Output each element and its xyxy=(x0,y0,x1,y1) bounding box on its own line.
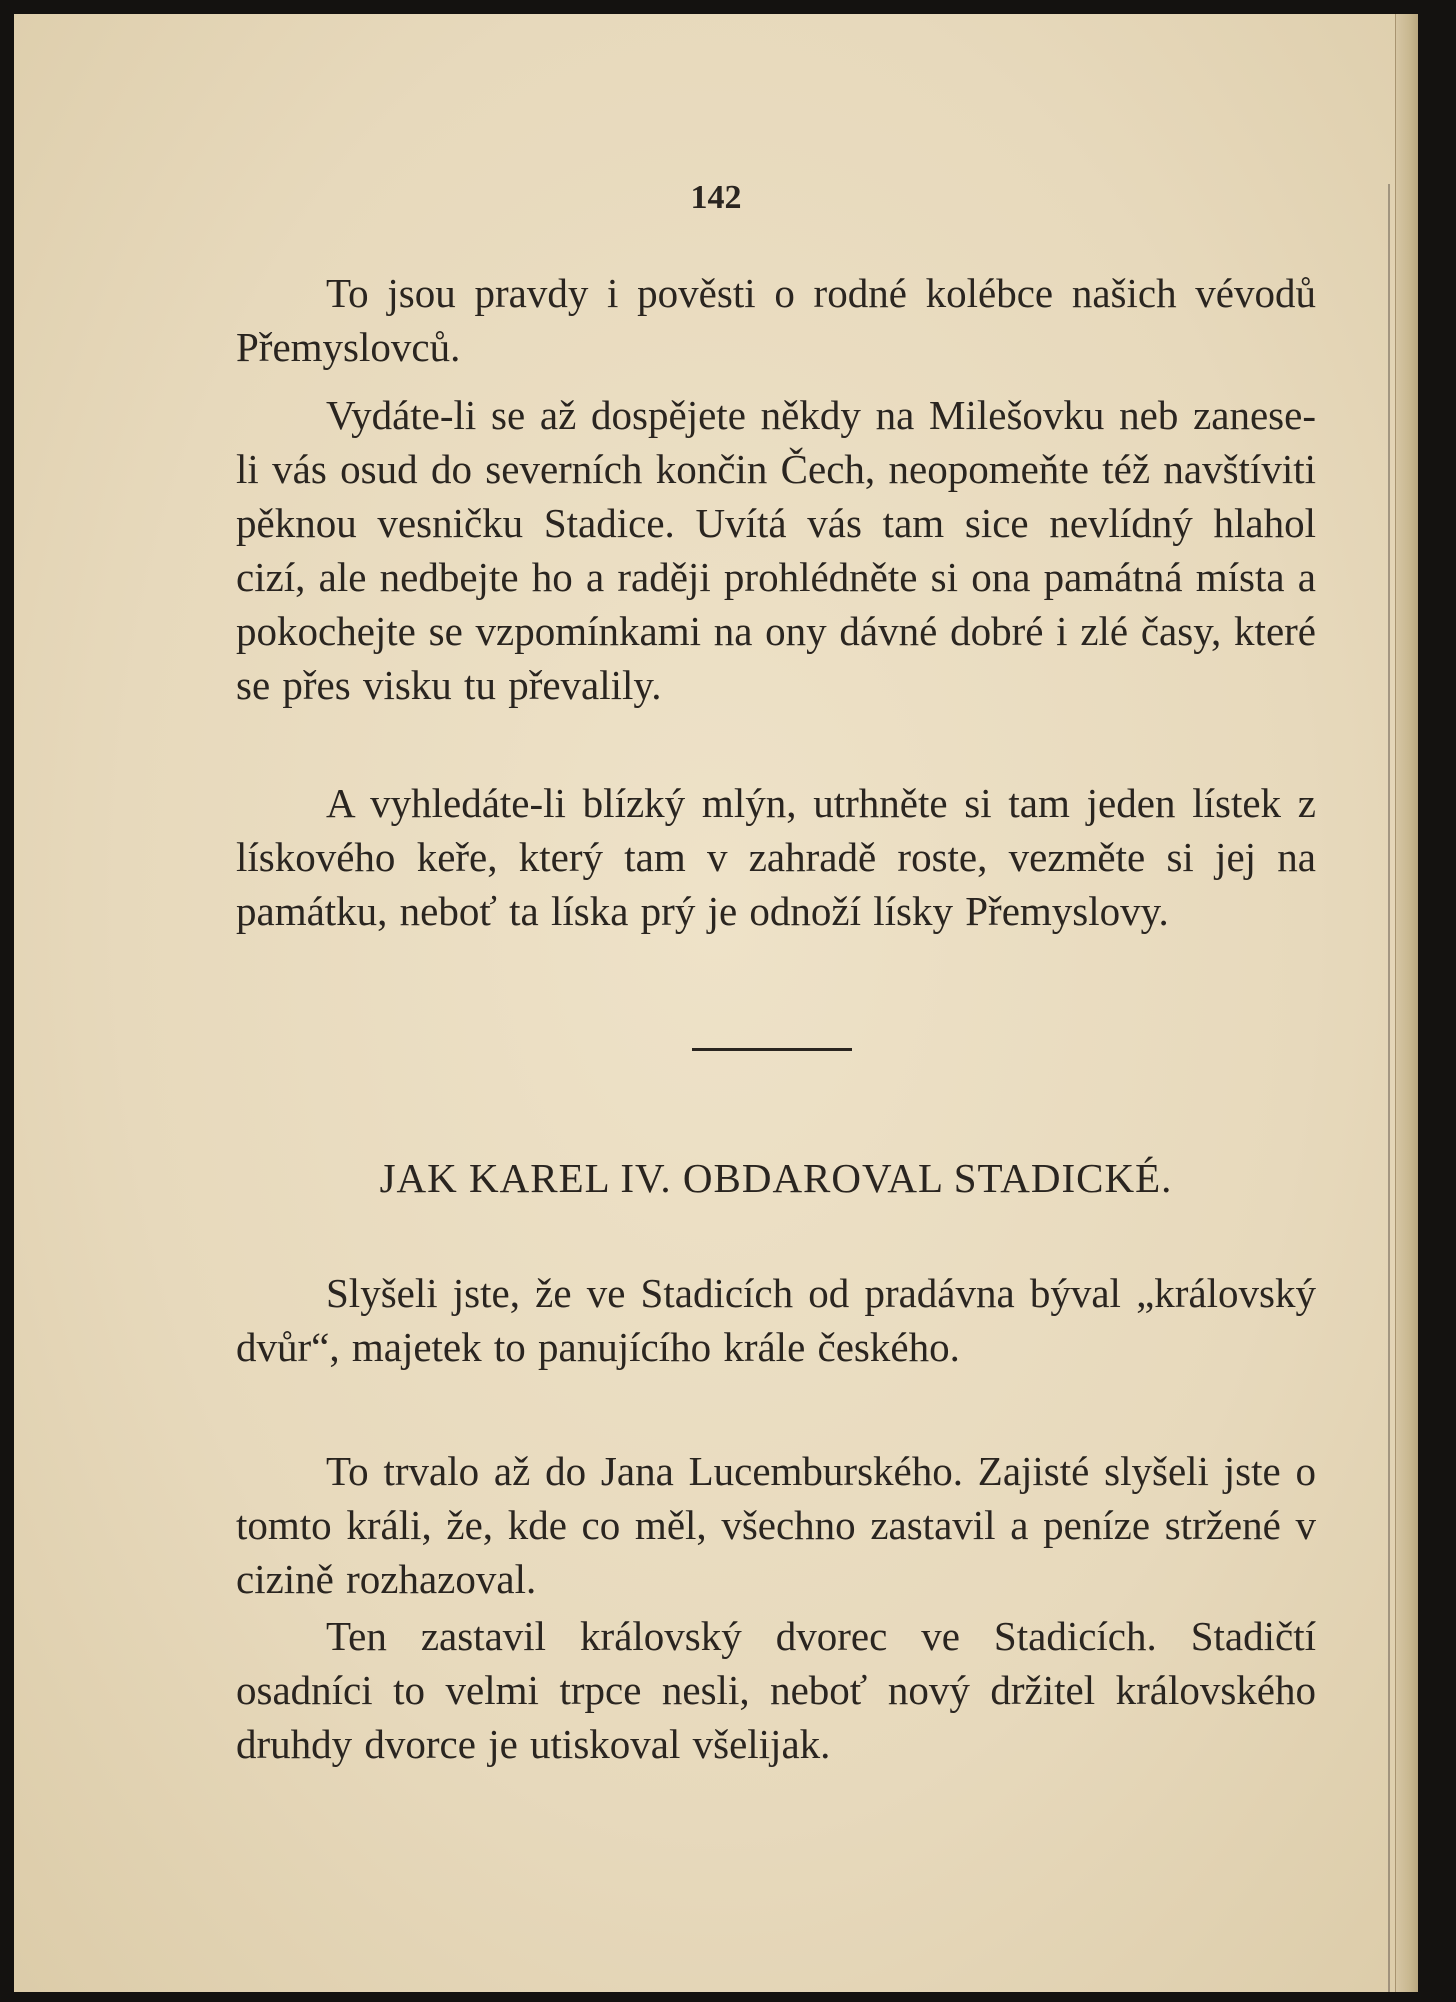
paragraph-3 xyxy=(236,776,1316,938)
page-edge xyxy=(1395,14,1418,1992)
paragraph-1 xyxy=(236,266,1316,374)
section-heading: JAK KAREL IV. OBDAROVAL STADICKÉ. xyxy=(379,1155,1173,1201)
paragraph-1-text: To jsou pravdy i pověsti o rodné kolébce našich vévodů Přemyslovců. xyxy=(236,270,1316,370)
paragraph-5 xyxy=(236,1444,1316,1606)
section-divider xyxy=(692,1048,852,1051)
book-page xyxy=(14,14,1418,1992)
paragraph-6 xyxy=(236,1609,1316,1771)
paragraph-4-text: Slyšeli jste, že ve Stadicích od pradávna býval „královský dvůr“, majetek to panujícího krále českého. xyxy=(236,1270,1316,1370)
paragraph-4 xyxy=(236,1266,1316,1374)
paragraph-2-text: Vydáte-li se až dospějete někdy na Milešovku neb zanese-li vás osud do severních končin Čech, neopomeňte též navštíviti pěknou vesničku Stadice. Uvítá vás tam sice nevlídný hlahol cizí, ale nedbejte ho a raději prohlédněte si ona památná místa a pokochejte se vzpomínkami na ony dávné dobré i zlé časy, které se přes visku tu převalily. xyxy=(236,392,1316,708)
paragraph-6-text: Ten zastavil královský dvorec ve Stadicích. Stadičtí osadníci to velmi trpce nesli, neboť nový držitel královského druhdy dvorce je utiskoval všelijak. xyxy=(236,1613,1316,1767)
page-number: 142 xyxy=(690,179,742,216)
paragraph-2 xyxy=(236,388,1316,712)
gutter-shadow xyxy=(1388,184,1390,1992)
paragraph-5-text: To trvalo až do Jana Lucemburského. Zajisté slyšeli jste o tomto králi, že, kde co měl, všechno zastavil a peníze stržené v cizině rozhazoval. xyxy=(236,1448,1316,1602)
paragraph-3-text: A vyhledáte-li blízký mlýn, utrhněte si tam jeden lístek z lískového keře, který tam v zahradě roste, vezměte si jej na památku, neboť ta líska prý je odnoží lísky Přemyslovy. xyxy=(236,780,1316,934)
